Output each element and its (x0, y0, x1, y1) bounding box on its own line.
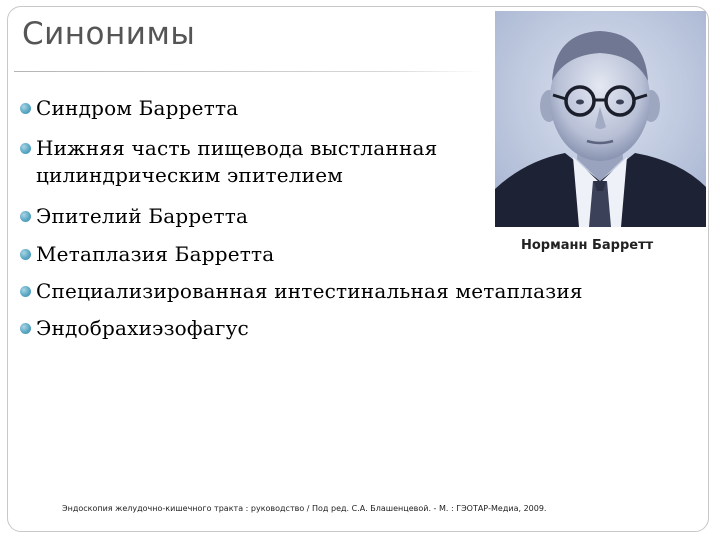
bullet-icon (20, 286, 31, 297)
list-item-text: Специализированная интестинальная метаплазия (36, 279, 583, 303)
slide-title: Синонимы (22, 16, 196, 52)
bullet-icon (20, 323, 31, 334)
portrait-caption: Норманн Барретт (521, 238, 654, 253)
list-item-text: Нижняя часть пищевода выстланная (36, 136, 438, 160)
bullet-icon (20, 249, 31, 260)
list-item-text: Эндобрахиэзофагус (36, 316, 249, 340)
bullet-icon (20, 211, 31, 222)
title-divider (14, 71, 484, 72)
portrait-illustration (495, 11, 706, 227)
bullet-icon (20, 103, 31, 114)
list-item-text: Метаплазия Барретта (36, 242, 275, 266)
source-citation: Эндоскопия желудочно-кишечного тракта : руководство / Под ред. С.А. Блашенцевой. - М. : ГЭОТАР-Медиа, 2009. (62, 504, 547, 513)
bullet-icon (20, 143, 31, 154)
list-item-text: Эпителий Барретта (36, 204, 249, 228)
list-item-text: Синдром Барретта (36, 96, 239, 120)
list-item-text-continuation: цилиндрическим эпителием (36, 163, 343, 187)
portrait-photo (495, 11, 706, 227)
